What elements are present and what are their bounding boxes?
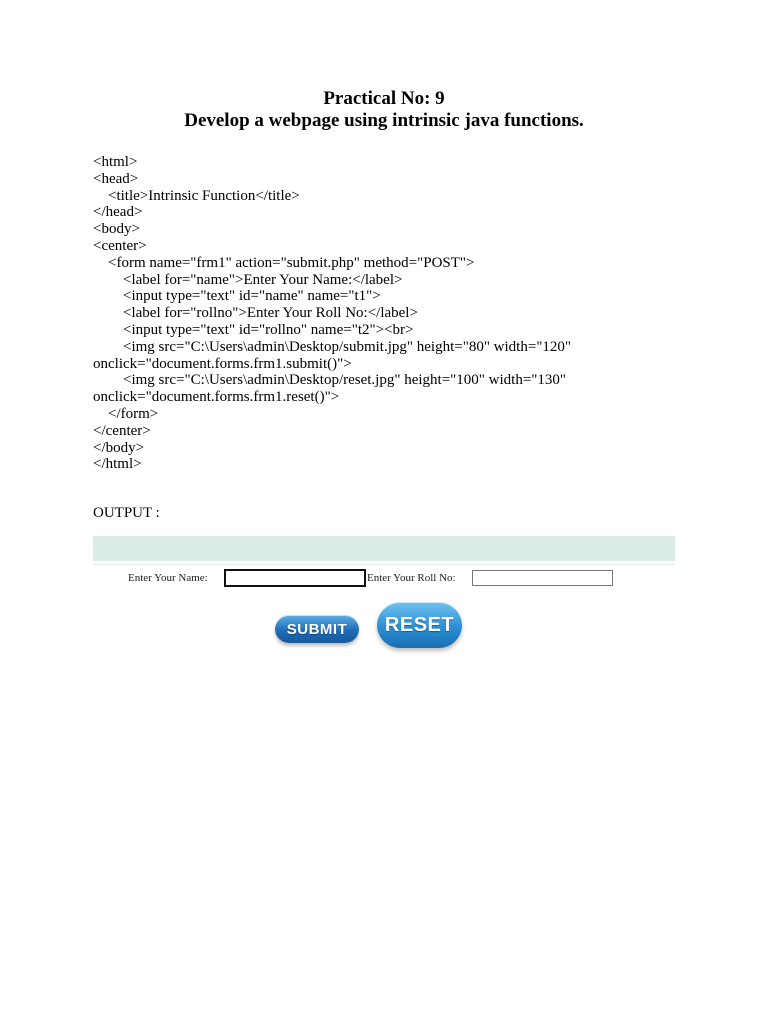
submit-label: SUBMIT: [286, 620, 348, 638]
code-line: onclick="document.forms.frm1.reset()">: [93, 389, 340, 406]
practical-number: Practical No: 9: [323, 88, 445, 109]
roll-label: Enter Your Roll No:: [367, 572, 456, 584]
code-listing: [93, 154, 693, 473]
roll-input[interactable]: [472, 570, 613, 586]
output-screenshot: [93, 536, 675, 656]
reset-button[interactable]: [377, 602, 462, 648]
code-line: </center>: [93, 422, 151, 439]
code-line: <input type="text" id="name" name="t1">: [93, 288, 381, 305]
code-line: <label for="rollno">Enter Your Roll No:</label>: [93, 305, 418, 322]
name-input[interactable]: [225, 570, 365, 586]
code-line: <img src="C:\Users\admin\Desktop/submit.jpg" height="80" width="120": [93, 338, 572, 355]
code-line: <img src="C:\Users\admin\Desktop/reset.jpg" height="100" width="130": [93, 372, 567, 389]
form-row: [93, 570, 675, 588]
code-line: <head>: [93, 170, 139, 187]
code-line: </head>: [93, 204, 143, 221]
code-line: <form name="frm1" action="submit.php" method="POST">: [93, 254, 475, 271]
code-line: </form>: [93, 405, 159, 422]
practical-aim: Develop a webpage using intrinsic java functions.: [184, 110, 584, 131]
submit-button[interactable]: [275, 615, 359, 643]
code-line: <html>: [93, 154, 138, 170]
code-line: <center>: [93, 237, 147, 254]
name-label: Enter Your Name:: [128, 572, 208, 584]
code-line: <input type="text" id="rollno" name="t2"><br>: [93, 321, 414, 338]
reset-label: RESET: [384, 613, 455, 636]
browser-toolbar: [93, 536, 675, 561]
code-line: onclick="document.forms.frm1.submit()">: [93, 355, 352, 372]
code-line: <body>: [93, 221, 140, 238]
toolbar-divider: [93, 564, 675, 565]
title-block: [0, 88, 768, 132]
code-line: <label for="name">Enter Your Name:</label>: [93, 271, 403, 288]
code-line: <title>Intrinsic Function</title>: [93, 187, 300, 204]
code-line: </html>: [93, 456, 142, 473]
code-line: </body>: [93, 439, 145, 456]
output-label: OUTPUT :: [93, 505, 160, 521]
